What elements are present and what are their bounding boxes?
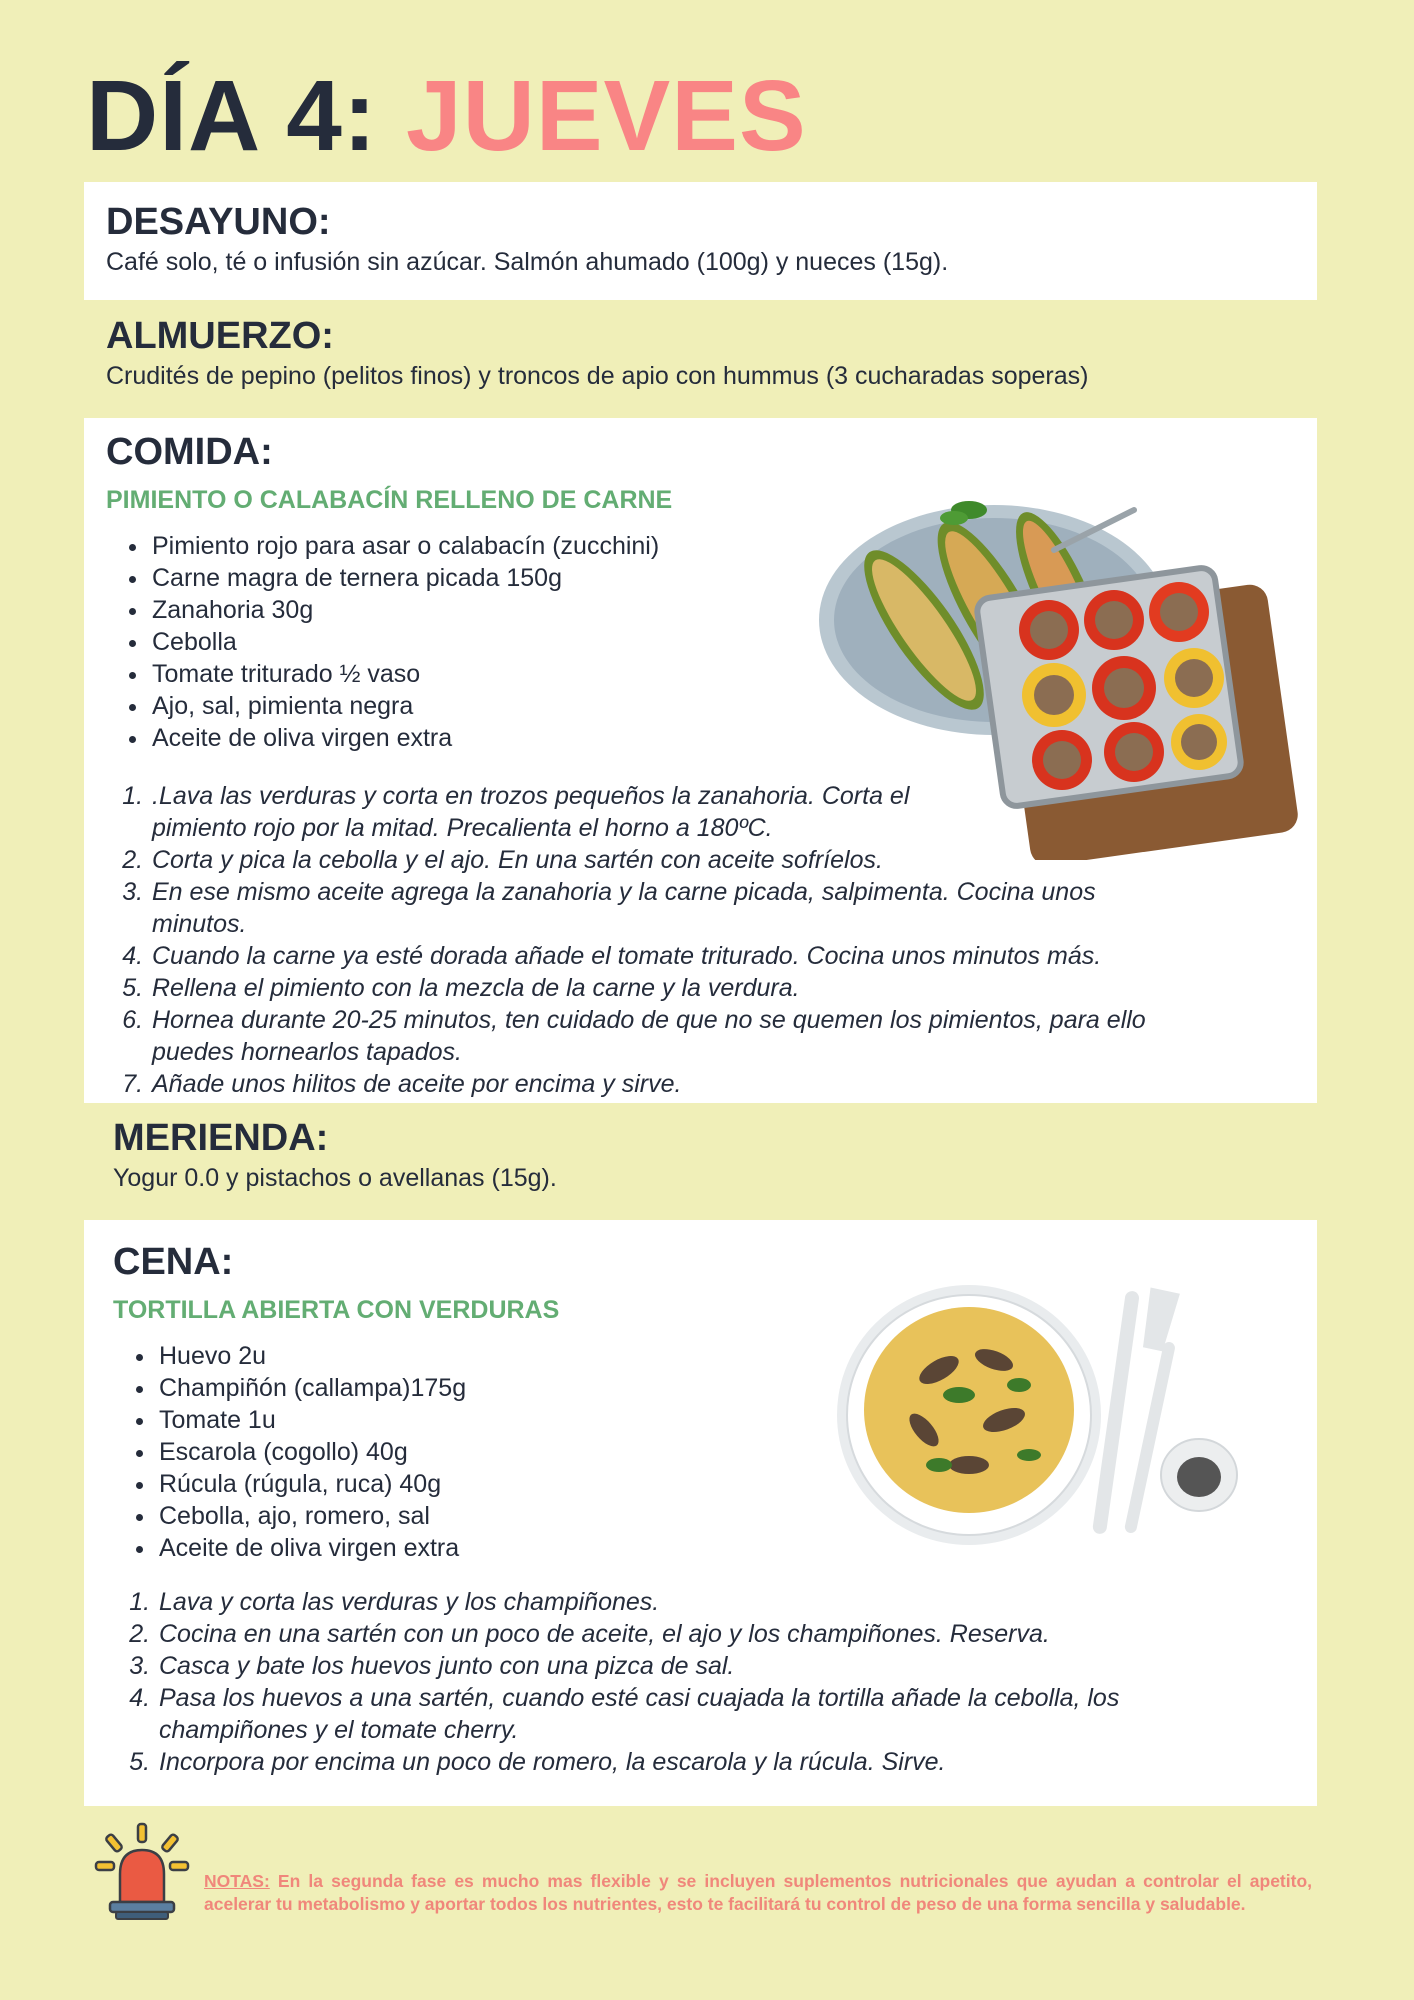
list-item: • Aceite de oliva virgen extra bbox=[157, 1532, 757, 1564]
list-item: • Champiñón (callampa)175g bbox=[157, 1372, 757, 1404]
comida-heading: COMIDA: bbox=[106, 431, 273, 473]
list-item: 3. Casca y bate los huevos junto con una pizca de sal. bbox=[157, 1650, 1177, 1682]
list-item: • Carne magra de ternera picada 150g bbox=[150, 562, 770, 594]
merienda-section bbox=[84, 1116, 1317, 1206]
comida-section bbox=[84, 418, 1317, 1103]
desayuno-heading: DESAYUNO: bbox=[106, 201, 331, 243]
cena-ingredients bbox=[113, 1340, 757, 1564]
list-item: 5. Rellena el pimiento con la mezcla de la carne y la verdura. bbox=[150, 972, 1150, 1004]
notes-text bbox=[204, 1870, 1312, 1916]
cena-recipe-name: TORTILLA ABIERTA CON VERDURAS bbox=[113, 1296, 560, 1324]
desayuno-section bbox=[84, 182, 1317, 300]
list-item: 2. Corta y pica la cebolla y el ajo. En una sartén con aceite sofríelos. bbox=[150, 844, 1150, 876]
merienda-text: Yogur 0.0 y pistachos o avellanas (15g). bbox=[113, 1164, 557, 1192]
desayuno-text: Café solo, té o infusión sin azúcar. Salmón ahumado (100g) y nueces (15g). bbox=[106, 248, 949, 276]
comida-ingredients bbox=[106, 530, 770, 754]
merienda-heading: MERIENDA: bbox=[113, 1117, 329, 1159]
list-item: • Cebolla, ajo, romero, sal bbox=[157, 1500, 757, 1532]
list-item: • Cebolla bbox=[150, 626, 770, 658]
list-item: • Aceite de oliva virgen extra bbox=[150, 722, 770, 754]
almuerzo-section bbox=[84, 314, 1317, 414]
list-item: • Escarola (cogollo) 40g bbox=[157, 1436, 757, 1468]
stuffed-peppers-image bbox=[804, 480, 1314, 860]
list-item: 4. Pasa los huevos a una sartén, cuando esté casi cuajada la tortilla añade la cebolla, los champiñones y el tomate cherry. bbox=[157, 1682, 1177, 1746]
notes-label: NOTAS: bbox=[204, 1871, 270, 1891]
list-item: • Tomate triturado ½ vaso bbox=[150, 658, 770, 690]
cena-section bbox=[84, 1220, 1317, 1806]
list-item: 1. .Lava las verduras y corta en trozos pequeños la zanahoria. Corta el pimiento rojo por la mitad. Precalienta el horno a 180ºC. bbox=[150, 780, 922, 844]
list-item: 2. Cocina en una sartén con un poco de aceite, el ajo y los champiñones. Reserva. bbox=[157, 1618, 1177, 1650]
list-item: 3. En ese mismo aceite agrega la zanahoria y la carne picada, salpimenta. Cocina unos minutos. bbox=[150, 876, 1150, 940]
almuerzo-text: Crudités de pepino (pelitos finos) y troncos de apio con hummus (3 cucharadas soperas) bbox=[106, 362, 1089, 390]
list-item: • Huevo 2u bbox=[157, 1340, 757, 1372]
cena-steps bbox=[113, 1586, 1177, 1778]
list-item: • Ajo, sal, pimienta negra bbox=[150, 690, 770, 722]
list-item: 4. Cuando la carne ya esté dorada añade el tomate triturado. Cocina unos minutos más. bbox=[150, 940, 1150, 972]
list-item: • Rúcula (rúgula, ruca) 40g bbox=[157, 1468, 757, 1500]
title-weekday: JUEVES bbox=[406, 60, 807, 172]
list-item: • Zanahoria 30g bbox=[150, 594, 770, 626]
cena-heading: CENA: bbox=[113, 1241, 234, 1283]
notes-section bbox=[94, 1822, 1324, 1942]
tortilla-image bbox=[829, 1270, 1269, 1550]
title-day: DÍA 4: bbox=[86, 60, 378, 172]
list-item: • Pimiento rojo para asar o calabacín (zucchini) bbox=[150, 530, 770, 562]
notes-body: En la segunda fase es mucho mas flexible y se incluyen suplementos nutricionales que ayudan a controlar el apetito, acelerar tu metabolismo y aportar todos los nutrientes, esto te facilitará tu control de peso de una forma sencilla y saludable. bbox=[204, 1871, 1312, 1914]
list-item: 6. Hornea durante 20-25 minutos, ten cuidado de que no se quemen los pimientos, para ello puedes hornearlos tapados. bbox=[150, 1004, 1150, 1068]
list-item: 7. Añade unos hilitos de aceite por encima y sirve. bbox=[150, 1068, 1150, 1100]
siren-alarm-icon bbox=[94, 1822, 190, 1922]
comida-recipe-name: PIMIENTO O CALABACÍN RELLENO DE CARNE bbox=[106, 486, 673, 514]
list-item: 1. Lava y corta las verduras y los champiñones. bbox=[157, 1586, 1177, 1618]
list-item: 5. Incorpora por encima un poco de romero, la escarola y la rúcula. Sirve. bbox=[157, 1746, 1177, 1778]
almuerzo-heading: ALMUERZO: bbox=[106, 315, 334, 357]
page-title bbox=[86, 56, 807, 176]
list-item: • Tomate 1u bbox=[157, 1404, 757, 1436]
